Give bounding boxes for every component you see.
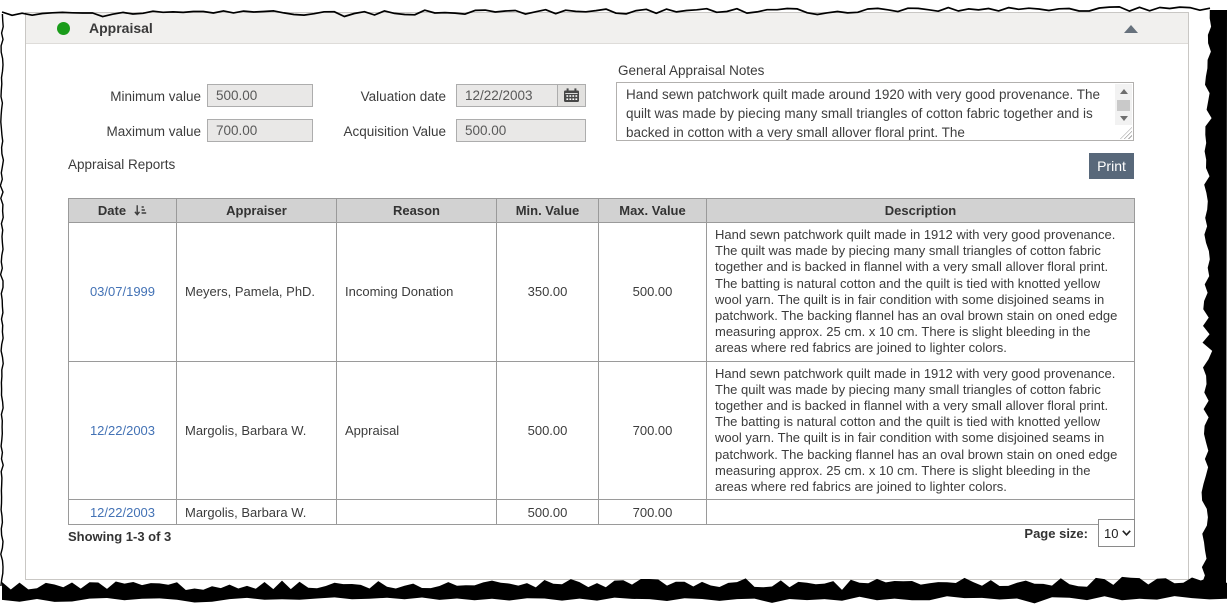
showing-count-label: Showing 1-3 of 3 (68, 529, 172, 544)
valuation-date-label: Valuation date (360, 89, 446, 104)
calendar-button[interactable] (557, 85, 585, 106)
print-button[interactable]: Print (1089, 153, 1134, 179)
scroll-up-icon (1120, 89, 1128, 94)
date-cell (69, 223, 177, 362)
valuation-date-value: 12/22/2003 (465, 88, 533, 103)
min-value-cell: 350.00 (497, 223, 599, 362)
notes-text: Hand sewn patchwork quilt made around 1920 with very good provenance. The quilt was made by piecing many small triangles of cotton fabric together and is backed in cotton with a very small allover floral print. The (626, 87, 1101, 140)
resize-grip-icon[interactable] (1120, 127, 1132, 139)
table-row (69, 361, 1135, 500)
appraisal-panel (25, 12, 1189, 580)
column-header-max-value[interactable]: Max. Value (599, 199, 707, 223)
maximum-value-label: Maximum value (106, 124, 201, 139)
date-cell (69, 500, 177, 525)
date-link[interactable]: 12/22/2003 (89, 504, 156, 520)
reason-cell: Appraisal (337, 361, 497, 500)
reason-cell: Incoming Donation (337, 223, 497, 362)
notes-label: General Appraisal Notes (618, 63, 765, 78)
panel-title: Appraisal (89, 20, 153, 36)
column-header-appraiser[interactable]: Appraiser (177, 199, 337, 223)
valuation-date-input[interactable] (456, 84, 586, 107)
appraiser-cell: Margolis, Barbara W. (177, 361, 337, 500)
description-cell: Hand sewn patchwork quilt made in 1912 with very good provenance. The quilt was made by piecing many small triangles of cotton fabric together and is backed in flannel with a very small allover floral print. The batting is natural cotton and the quilt is tied with knotted yellow wool yarn. The quilt is in fair condition with some disjoined seams in patchwork. The backing flannel has an oval brown stain on oned edge measuring approx. 25 cm. x 10 cm. There is slight bleeding in the areas where red fabrics are joined to lighter colors. (707, 361, 1135, 500)
sort-ascending-icon (134, 204, 147, 217)
acquisition-value-label: Acquisition Value (343, 124, 446, 139)
scroll-down-icon (1120, 116, 1128, 121)
page-size-label: Page size: (1024, 526, 1088, 541)
min-value-cell: 500.00 (497, 500, 599, 525)
scroll-down-button[interactable] (1115, 111, 1132, 125)
calendar-icon (563, 88, 580, 103)
max-value-cell: 500.00 (599, 223, 707, 362)
column-header-min-value[interactable]: Min. Value (497, 199, 599, 223)
column-header-date[interactable] (69, 199, 177, 223)
table-row (69, 500, 1135, 525)
minimum-value-label: Minimum value (110, 89, 201, 104)
reason-cell (337, 500, 497, 525)
date-link[interactable]: 12/22/2003 (89, 422, 156, 438)
page-size-select[interactable] (1098, 519, 1135, 547)
max-value-cell: 700.00 (599, 361, 707, 500)
description-cell (707, 500, 1135, 525)
description-cell: Hand sewn patchwork quilt made in 1912 with very good provenance. The quilt was made by piecing many small triangles of cotton fabric together and is backed in flannel with a very small allover floral print. The batting is natural cotton and the quilt is tied with knotted yellow wool yarn. The quilt is in fair condition with some disjoined seams in patchwork. The backing flannel has an oval brown stain on oned edge measuring approx. 25 cm. x 10 cm. There is slight bleeding in the areas where red fabrics are joined to lighter colors. (707, 223, 1135, 362)
date-link[interactable]: 03/07/1999 (89, 284, 156, 300)
appraisal-reports-label: Appraisal Reports (68, 157, 176, 172)
notes-scrollbar[interactable] (1115, 84, 1132, 125)
table-header-row (69, 199, 1135, 223)
panel-header (26, 13, 1188, 44)
min-value-cell: 500.00 (497, 361, 599, 500)
appraiser-cell: Meyers, Pamela, PhD. (177, 223, 337, 362)
appraiser-cell: Margolis, Barbara W. (177, 500, 337, 525)
scroll-up-button[interactable] (1115, 84, 1132, 98)
status-dot (57, 22, 70, 35)
page-size-select-wrap (1098, 519, 1135, 547)
column-header-description[interactable]: Description (707, 199, 1135, 223)
date-cell (69, 361, 177, 500)
notes-textarea[interactable] (616, 82, 1134, 141)
column-header-reason[interactable]: Reason (337, 199, 497, 223)
chevron-up-icon[interactable] (1124, 25, 1138, 33)
max-value-cell: 700.00 (599, 500, 707, 525)
appraisal-reports-table (68, 198, 1135, 525)
column-header-date-label: Date (97, 203, 127, 218)
acquisition-value-input[interactable] (456, 119, 586, 142)
table-row (69, 223, 1135, 362)
